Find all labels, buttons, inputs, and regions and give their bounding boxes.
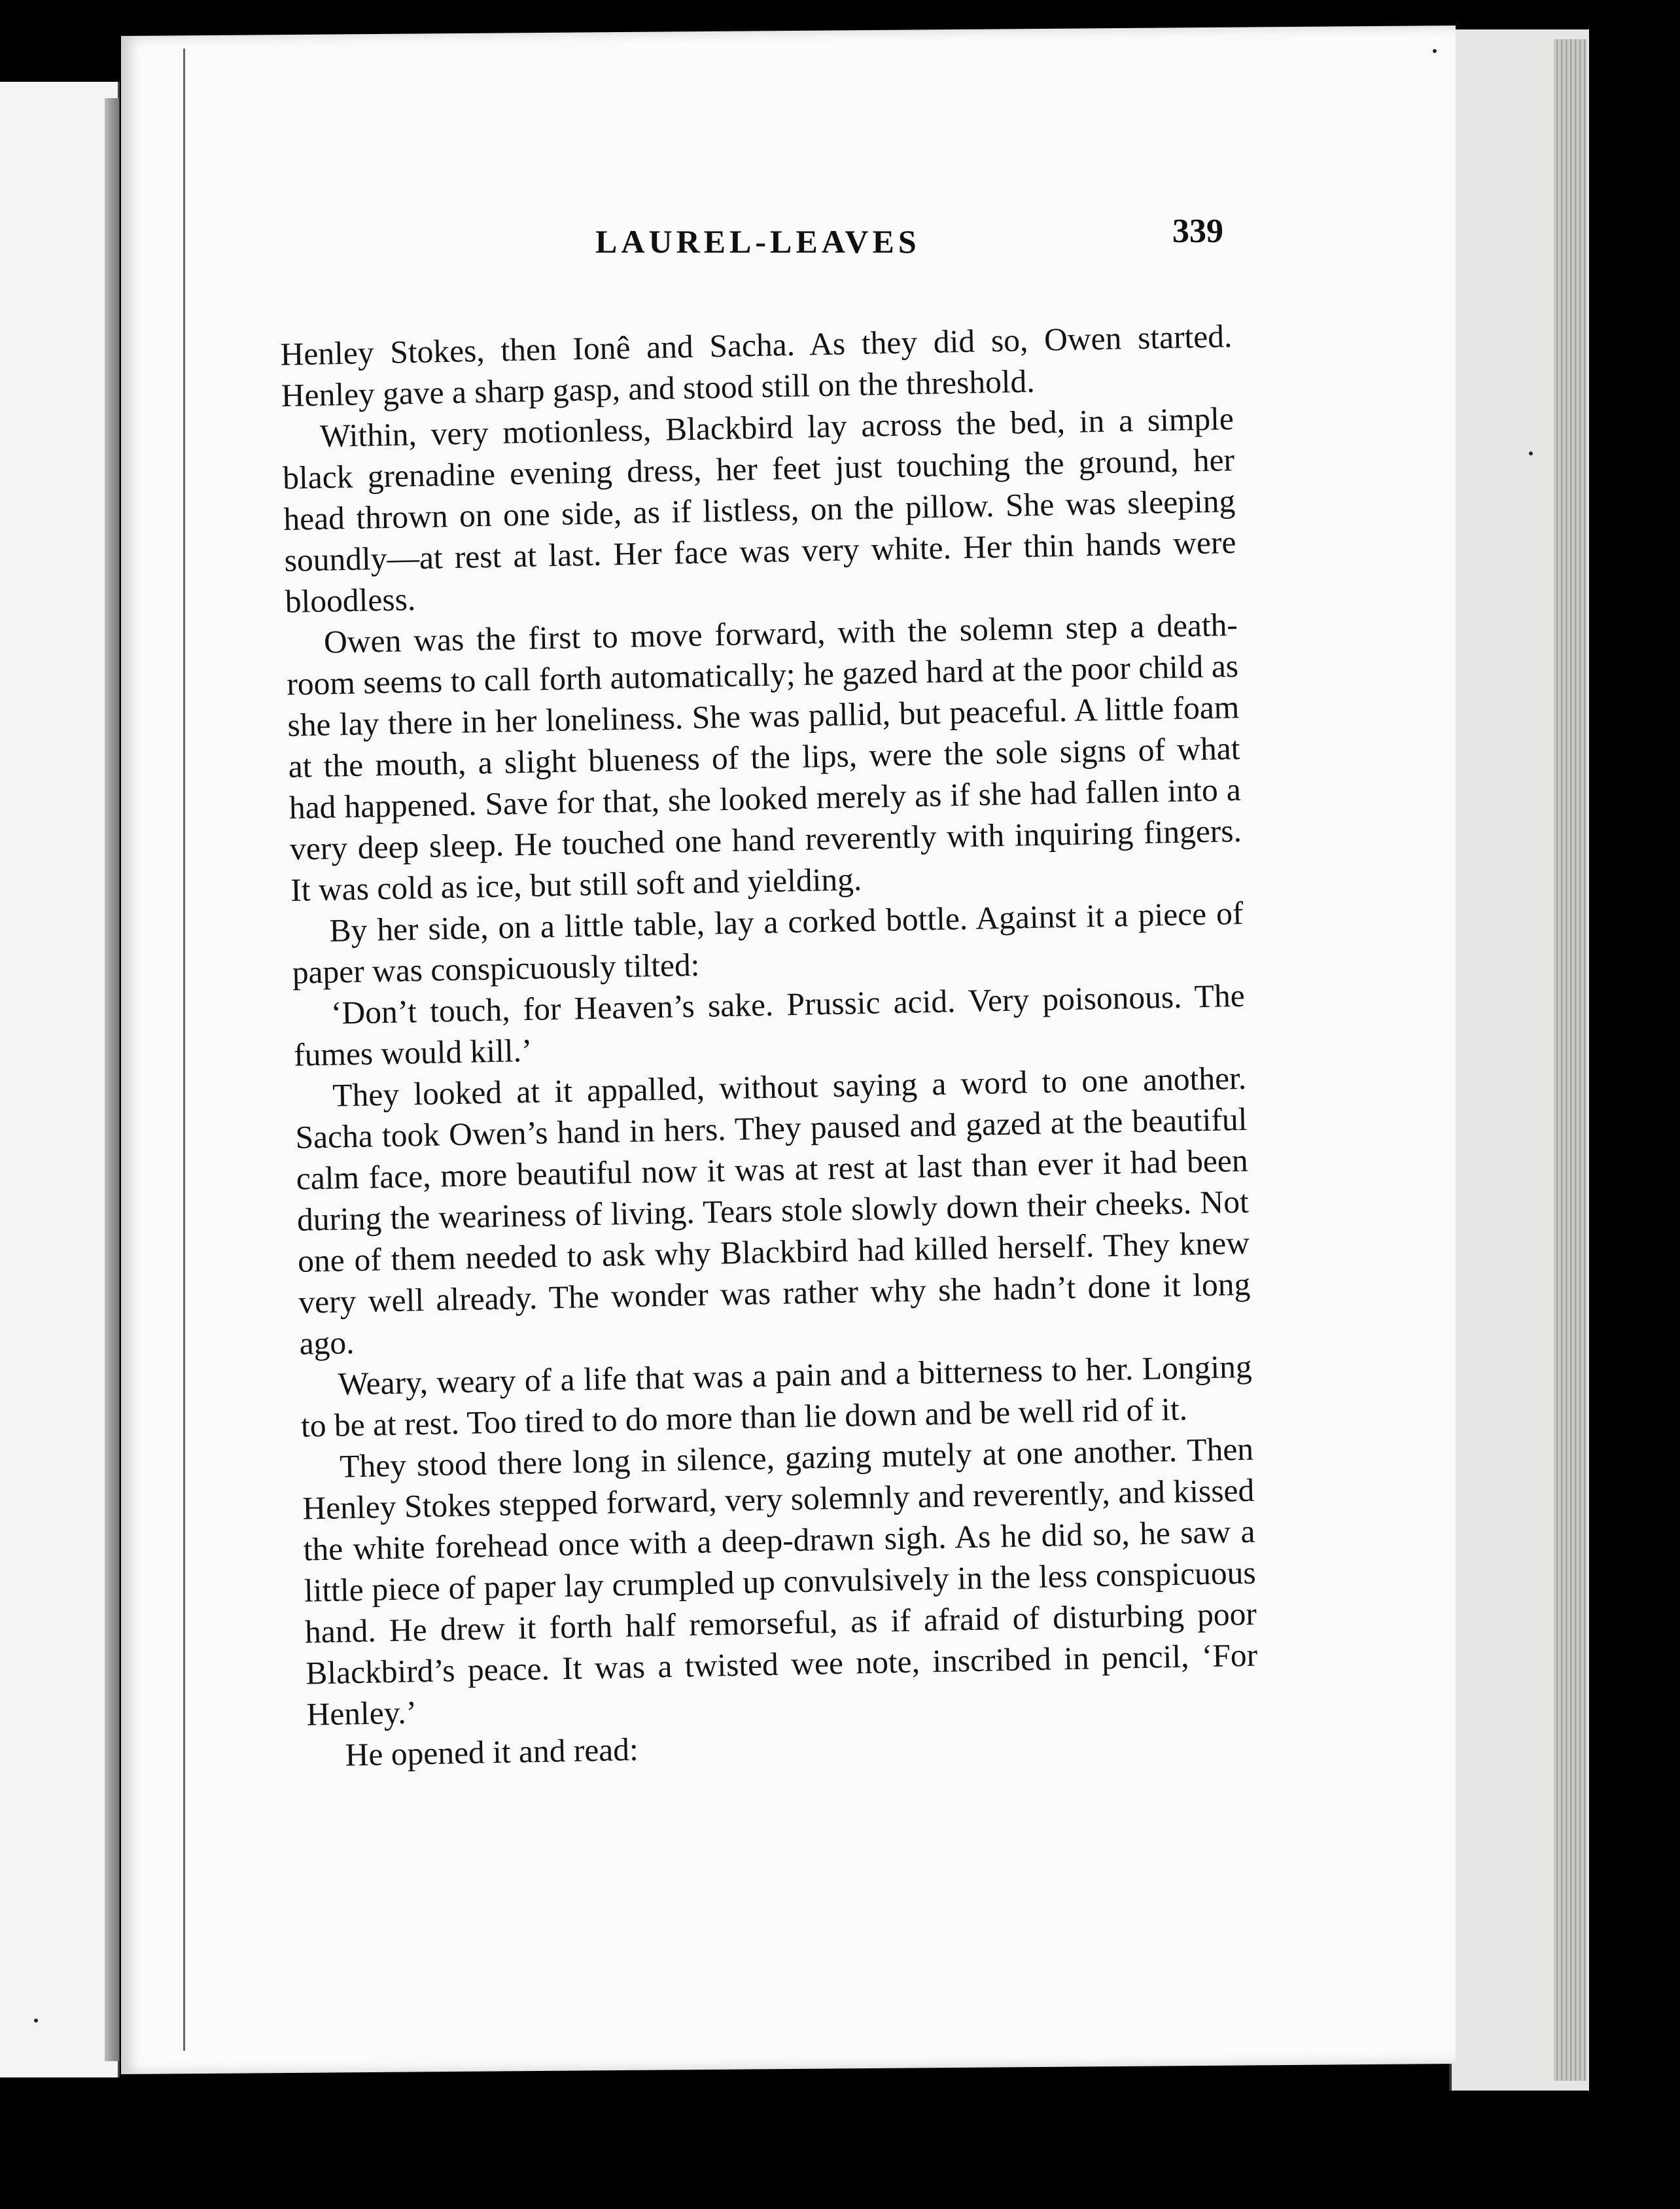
scan-speck [1529, 451, 1533, 455]
paragraph: Within, very motionless, Blackbird lay across the bed, in a simple black grenadine evening dress, her feet just touching the ground, her head thrown on one side, as if listless, on the pillow. She was sleeping soundly—at rest at last. Her face was very white. Her thin hands were bloodless. [282, 400, 1236, 620]
scan-speck [1433, 49, 1437, 53]
paragraph: ‘Don’t touch, for Heaven’s sake. Prussic acid. Very poisonous. The fumes would kill.’ [293, 977, 1246, 1073]
paragraph: He opened it and read: [345, 1731, 639, 1773]
paragraph: Owen was the first to move forward, with the solemn step a death-room seems to call forth automatically; he gazed hard at the poor child as she lay there in her loneliness. She was pallid, but peaceful. A little foam at the mouth, a slight blueness of the lips, were the sole signs of what had happened. Save for that, she looked merely as if she had fallen into a very deep sleep. He touched one hand reverently with inquiring fingers. It was cold as ice, but still soft and yielding. [286, 606, 1242, 908]
scan-speck [34, 2019, 38, 2023]
body-text [280, 315, 1259, 1776]
paragraph: Henley Stokes, then Ionê and Sacha. As they did so, Owen started. Henley gave a sharp gasp, and stood still on the threshold. [280, 318, 1233, 414]
page-gutter-line [183, 48, 185, 2051]
paragraph: Weary, weary of a life that was a pain and a bitterness to her. Longing to be at rest. Too tired to do more than lie down and be well rid of it. [300, 1348, 1253, 1444]
page-header [275, 213, 1230, 275]
page-stack-edges [1554, 39, 1586, 2081]
running-head: LAUREL-LEAVES [595, 223, 920, 260]
left-page-edge [0, 82, 120, 2077]
page-number: 339 [1172, 213, 1223, 250]
binding-gutter [105, 98, 119, 2061]
paragraph: They looked at it appalled, without saying a word to one another. Sacha took Owen’s hand in hers. They paused and gazed at the beautiful calm face, more beautiful now it was at rest at last than ever it had been during the weariness of living. Tears stole slowly down their cheeks. Not one of them needed to ask why Blackbird had killed herself. They knew very well already. The wonder was rather why she hadn’t done it long ago. [295, 1059, 1251, 1362]
paragraph: They stood there long in silence, gazing mutely at one another. Then Henley Stokes stepped forward, very solemnly and reverently, and kissed the white forehead once with a deep-drawn sigh. As he did so, he saw a little piece of paper lay crumpled up convulsively in the less conspicuous hand. He drew it forth half remorseful, as if afraid of disturbing poor Blackbird’s peace. It was a twisted wee note, inscribed in pencil, ‘For Henley.’ [302, 1430, 1258, 1733]
paragraph: By her side, on a little table, lay a corked bottle. Against it a piece of paper was conspicuously tilted: [292, 894, 1244, 991]
